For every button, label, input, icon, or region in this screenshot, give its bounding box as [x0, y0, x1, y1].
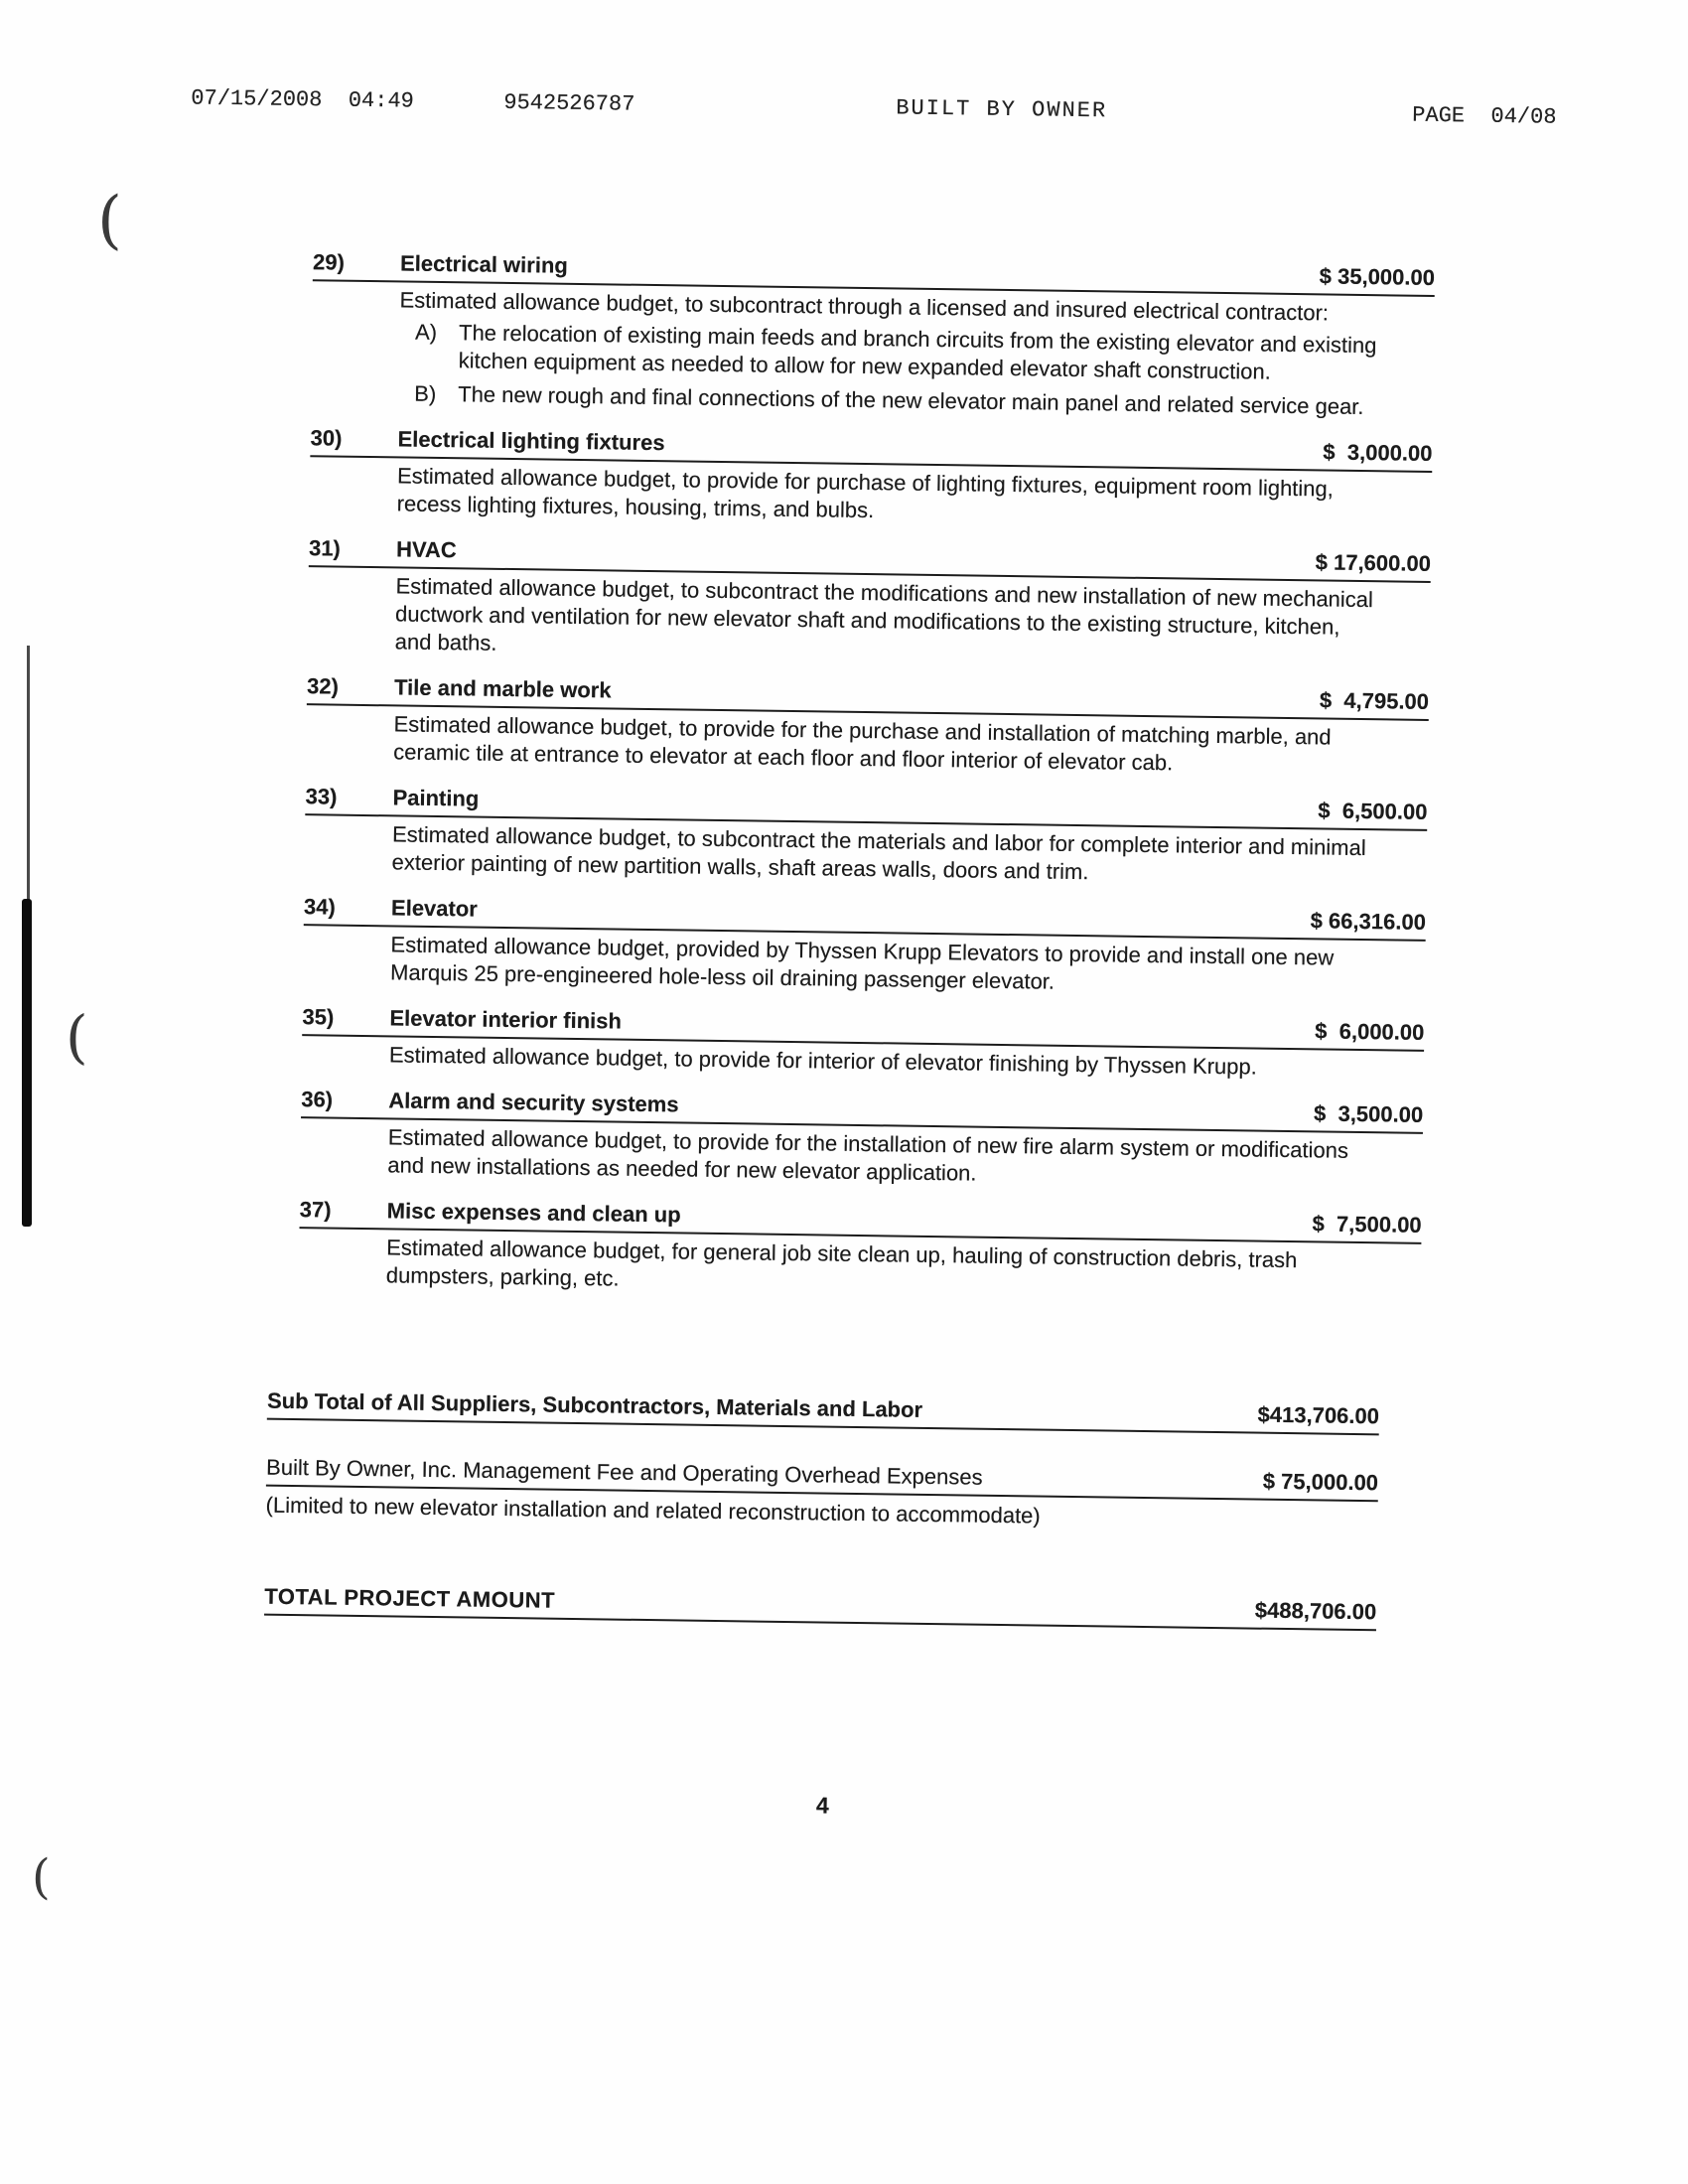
- item-amount: $ 35,000.00: [1319, 263, 1436, 290]
- item-number: 29): [312, 249, 346, 275]
- line-item: [304, 783, 1427, 891]
- item-description: Estimated allowance budget, provided by Thyssen Krupp Elevators to provide and install one new Marquis 25 pre-engineered hole-less oil draining passenger elevator.: [389, 932, 1335, 994]
- item-title: Elevator: [390, 895, 479, 922]
- fax-page-label: PAGE 04/08: [1412, 102, 1557, 130]
- line-item: [308, 534, 1432, 670]
- management-fee-note: (Limited to new elevator installation and related reconstruction to accommodate): [265, 1492, 1041, 1529]
- item-number: 34): [303, 894, 336, 920]
- fax-sender-name: BUILT BY OWNER: [896, 95, 1108, 124]
- item-description: Estimated allowance budget, to provide for interior of elevator finishing by Thyssen Krupp.: [388, 1042, 1258, 1080]
- item-description: Estimated allowance budget, to provide for purchase of lighting fixtures, equipment room lighting, recess lighting fixtures, housing, trims, and bulbs.: [396, 463, 1335, 523]
- management-fee-amount: $ 75,000.00: [1262, 1468, 1379, 1496]
- item-amount: $ 7,500.00: [1312, 1211, 1422, 1238]
- scan-paren-mark-bottom: (: [32, 1849, 51, 1905]
- scan-paren-mark-middle: (: [66, 1003, 88, 1071]
- item-number: 32): [306, 673, 340, 699]
- item-description: Estimated allowance budget, to subcontract the materials and labor for complete interior and minimal exterior painting of new partition walls, shaft areas walls, doors and trim.: [391, 821, 1366, 885]
- item-amount: $ 4,795.00: [1319, 687, 1430, 714]
- total-amount: $488,706.00: [1254, 1597, 1377, 1625]
- line-item: [311, 248, 1435, 422]
- item-amount: $ 6,000.00: [1315, 1018, 1425, 1045]
- budget-line-items: [299, 0, 1439, 1304]
- sub-item-label: A): [414, 319, 438, 345]
- item-number: 31): [308, 535, 342, 561]
- item-number: 35): [302, 1004, 335, 1030]
- item-number: 33): [305, 784, 338, 809]
- line-item: [303, 893, 1426, 1001]
- item-amount: $ 3,500.00: [1313, 1100, 1424, 1127]
- sub-item-text: The new rough and final connections of the new elevator main panel and related service gear.: [458, 381, 1364, 420]
- sub-item: [414, 380, 1415, 422]
- item-amount: $ 3,000.00: [1323, 439, 1433, 466]
- line-item: [300, 1086, 1423, 1194]
- sub-item-label: B): [414, 380, 437, 406]
- item-description: Estimated allowance budget, to subcontract the modifications and new installation of new mechanical ductwork and ventilation for new elevator shaft and modifications to the existing structure, kitchen, and baths.: [394, 573, 1374, 655]
- sub-item-text: The relocation of existing main feeds and branch circuits from the existing elevator and existing kitchen equipment as needed to allow for new expanded elevator shaft construction.: [458, 320, 1377, 384]
- page-number: 4: [815, 1792, 830, 1819]
- item-title: Alarm and security systems: [388, 1088, 679, 1117]
- subtotal-row: [267, 1387, 1379, 1436]
- item-number: 30): [310, 425, 343, 451]
- item-amount: $ 66,316.00: [1310, 908, 1427, 935]
- line-item: [306, 672, 1429, 781]
- sub-item-list: [414, 319, 1416, 422]
- item-description: Estimated allowance budget, to subcontract through a licensed and insured electrical contractor:: [399, 287, 1330, 326]
- sub-item: [415, 319, 1417, 388]
- item-description: Estimated allowance budget, for general job site clean up, hauling of construction debris, trash dumpsters, parking, etc.: [385, 1235, 1298, 1291]
- subtotal-label: Sub Total of All Suppliers, Subcontractors, Materials and Labor: [266, 1387, 923, 1422]
- item-title: HVAC: [395, 536, 457, 563]
- item-title: Tile and marble work: [393, 674, 612, 703]
- line-item: [310, 424, 1433, 532]
- item-title: Electrical lighting fixtures: [397, 426, 665, 456]
- item-amount: $ 6,500.00: [1318, 798, 1428, 824]
- item-title: Painting: [392, 785, 480, 811]
- budget-summary: [264, 1387, 1379, 1632]
- line-item: [302, 1003, 1425, 1084]
- fax-number: 9542526787: [503, 89, 635, 117]
- item-number: 37): [299, 1197, 332, 1223]
- item-title: Elevator interior finish: [389, 1005, 623, 1034]
- item-description: Estimated allowance budget, to provide for the installation of new fire alarm system or modifications and new installations as needed for new elevator application.: [387, 1124, 1349, 1186]
- line-item: [299, 1196, 1422, 1304]
- management-fee-label: Built By Owner, Inc. Management Fee and Operating Overhead Expenses: [265, 1454, 983, 1490]
- item-number: 36): [301, 1087, 334, 1112]
- total-label: TOTAL PROJECT AMOUNT: [264, 1583, 556, 1613]
- total-row: [264, 1583, 1376, 1632]
- item-description: Estimated allowance budget, to provide for the purchase and installation of matching marble, and ceramic tile at entrance to elevator at each floor and floor interior of elevator cab.: [393, 711, 1332, 776]
- subtotal-amount: $413,706.00: [1257, 1401, 1380, 1429]
- item-title: Electrical wiring: [399, 250, 568, 278]
- item-amount: $ 17,600.00: [1315, 549, 1432, 576]
- item-title: Misc expenses and clean up: [386, 1198, 681, 1228]
- fax-datetime: 07/15/2008 04:49: [191, 85, 414, 114]
- scan-paren-mark-top: (: [97, 184, 122, 257]
